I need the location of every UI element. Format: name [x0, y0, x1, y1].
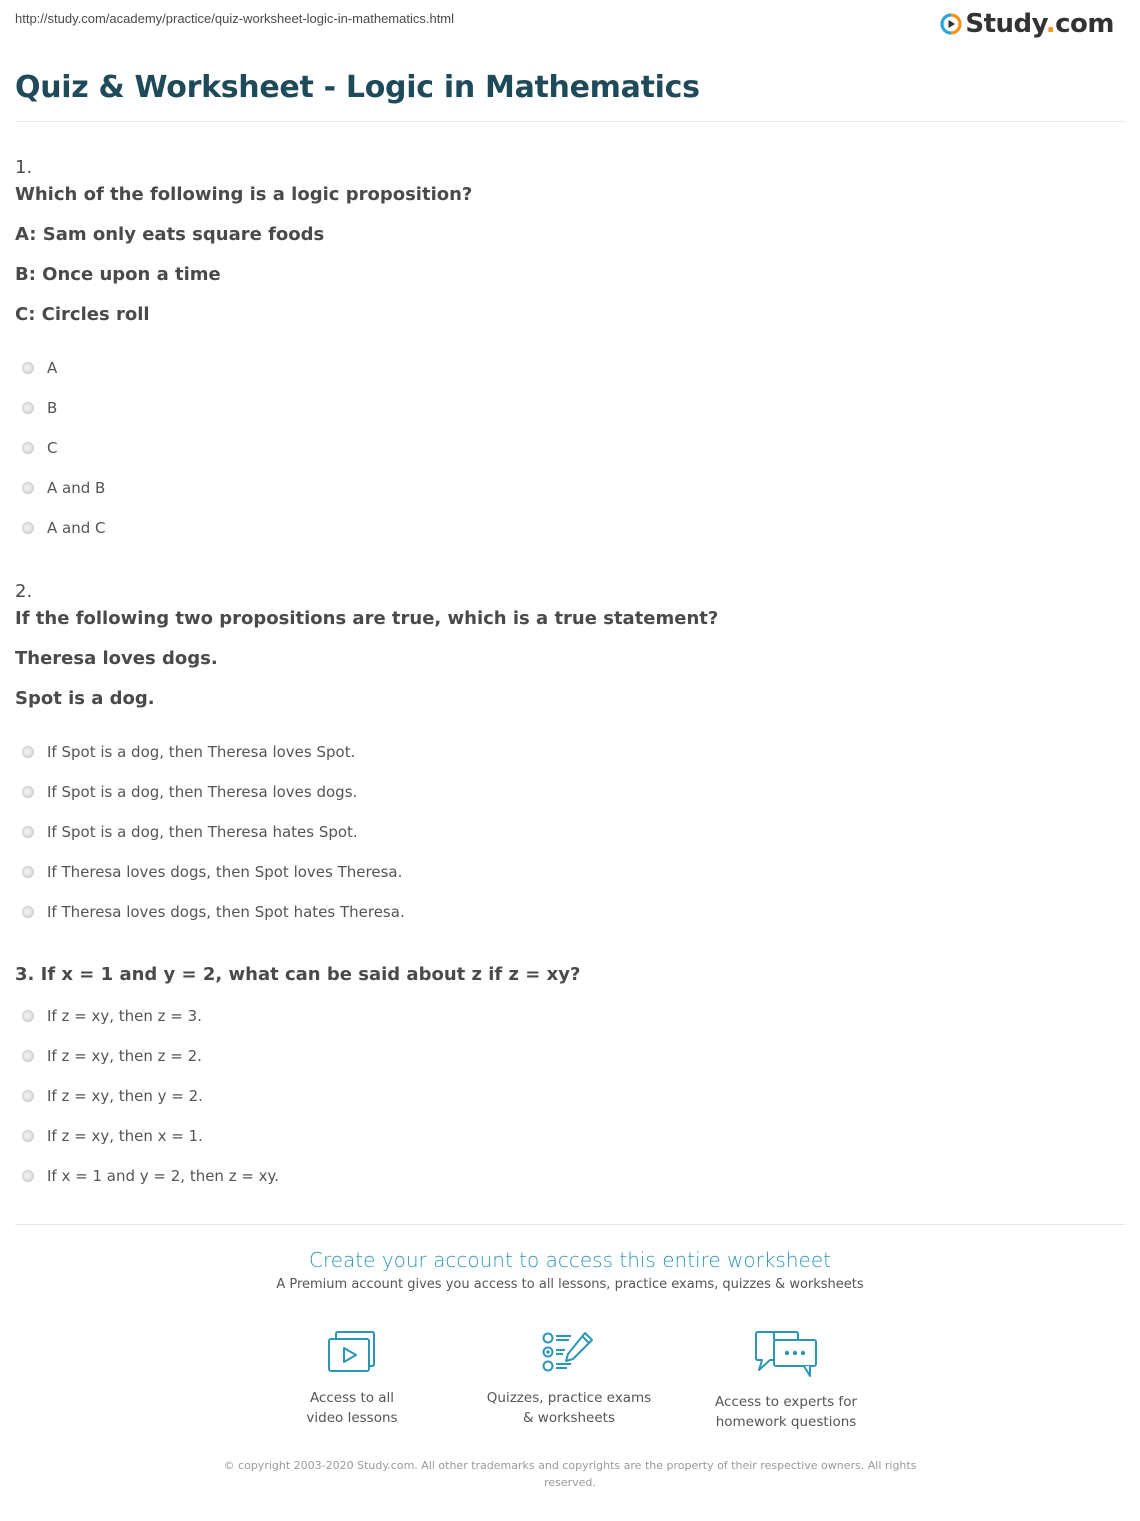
answer-option[interactable]: [22, 862, 402, 882]
option-label: If Spot is a dog, then Theresa hates Spot.: [47, 823, 358, 841]
answer-option[interactable]: [22, 1086, 203, 1106]
radio-button[interactable]: [22, 786, 34, 798]
study-logo[interactable]: [940, 9, 1114, 39]
feature-experts: [696, 1330, 876, 1432]
option-label: A and C: [47, 519, 106, 537]
option-label: If z = xy, then y = 2.: [47, 1087, 203, 1105]
feature-label: Access to all video lessons: [306, 1390, 398, 1426]
question-statement: C: Circles roll: [15, 304, 150, 325]
title-divider: [15, 121, 1125, 122]
question-prompt: Which of the following is a logic proposition?: [15, 184, 473, 205]
answer-option[interactable]: [22, 518, 106, 538]
radio-button[interactable]: [22, 402, 34, 414]
radio-button[interactable]: [22, 906, 34, 918]
radio-button[interactable]: [22, 1170, 34, 1182]
question-prompt: 3. If x = 1 and y = 2, what can be said about z if z = xy?: [15, 964, 581, 985]
video-lessons-icon: [326, 1330, 378, 1374]
answer-option[interactable]: [22, 358, 57, 378]
option-label: A: [47, 359, 58, 377]
radio-button[interactable]: [22, 522, 34, 534]
option-label: A and B: [47, 479, 106, 497]
question-statement: B: Once upon a time: [15, 264, 221, 285]
answer-option[interactable]: [22, 1166, 279, 1186]
logo-wordmark: Study.com: [965, 9, 1114, 39]
option-label: If Theresa loves dogs, then Spot loves Theresa.: [47, 863, 403, 881]
cta-title[interactable]: Create your account to access this entire worksheet: [309, 1248, 831, 1272]
answer-option[interactable]: [22, 902, 405, 922]
radio-button[interactable]: [22, 1130, 34, 1142]
answer-option[interactable]: [22, 822, 358, 842]
question-statement: Theresa loves dogs.: [15, 648, 218, 669]
radio-button[interactable]: [22, 1010, 34, 1022]
question-number: 1.: [15, 157, 33, 178]
option-label: B: [47, 399, 58, 417]
feature-quizzes: [479, 1330, 659, 1428]
radio-button[interactable]: [22, 442, 34, 454]
option-label: If x = 1 and y = 2, then z = xy.: [47, 1167, 280, 1185]
question-statement: A: Sam only eats square foods: [15, 224, 325, 245]
chat-bubbles-icon: [754, 1330, 818, 1378]
answer-option[interactable]: [22, 478, 105, 498]
play-logo-icon: [940, 13, 962, 35]
radio-button[interactable]: [22, 482, 34, 494]
page-url: http://study.com/academy/practice/quiz-worksheet-logic-in-mathematics.html: [15, 11, 455, 26]
question-statement: Spot is a dog.: [15, 688, 155, 709]
question-prompt: If the following two propositions are true, which is a true statement?: [15, 608, 719, 629]
answer-option[interactable]: [22, 1006, 202, 1026]
option-label: If Spot is a dog, then Theresa loves Spot.: [47, 743, 356, 761]
radio-button[interactable]: [22, 362, 34, 374]
radio-button[interactable]: [22, 866, 34, 878]
answer-option[interactable]: [22, 742, 355, 762]
answer-option[interactable]: [22, 1126, 203, 1146]
option-label: If Spot is a dog, then Theresa loves dogs.: [47, 783, 358, 801]
section-divider: [15, 1224, 1125, 1225]
option-label: If z = xy, then z = 2.: [47, 1047, 202, 1065]
page-title: Quiz & Worksheet - Logic in Mathematics: [15, 70, 700, 105]
radio-button[interactable]: [22, 1090, 34, 1102]
copyright-footer: © copyright 2003-2020 Study.com. All other trademarks and copyrights are the property of their respective owners. All rights reserved.: [223, 1459, 917, 1489]
answer-option[interactable]: [22, 782, 357, 802]
option-label: If z = xy, then z = 3.: [47, 1007, 202, 1025]
option-label: If Theresa loves dogs, then Spot hates Theresa.: [47, 903, 405, 921]
option-label: C: [47, 439, 58, 457]
cta-subtitle: A Premium account gives you access to all lessons, practice exams, quizzes & worksheets: [276, 1277, 864, 1292]
feature-label: Quizzes, practice exams & worksheets: [486, 1390, 652, 1426]
feature-video-lessons: [262, 1330, 442, 1428]
radio-button[interactable]: [22, 1050, 34, 1062]
option-label: If z = xy, then x = 1.: [47, 1127, 203, 1145]
answer-option[interactable]: [22, 398, 57, 418]
quiz-checklist-icon: [541, 1330, 597, 1374]
question-number: 2.: [15, 581, 33, 602]
radio-button[interactable]: [22, 746, 34, 758]
answer-option[interactable]: [22, 438, 57, 458]
radio-button[interactable]: [22, 826, 34, 838]
feature-label: Access to experts for homework questions: [714, 1394, 857, 1430]
answer-option[interactable]: [22, 1046, 202, 1066]
